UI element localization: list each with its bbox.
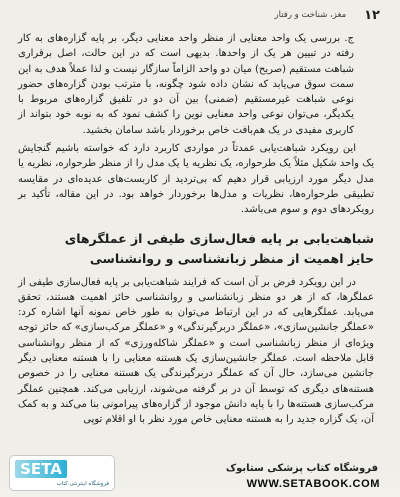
logo-tagline: فروشگاه اینترنتی کتاب: [56, 481, 109, 487]
page-header: [20, 6, 380, 24]
running-title: مغز، شناخت و رفتار: [274, 10, 347, 20]
section-heading-line-2: حایز اهمیت از منظر زبانشناسی و روانشناسی: [89, 250, 374, 266]
shop-name: فروشگاه کتاب پزشکی ستابوک: [225, 463, 378, 474]
website-url: WWW.SETABOOK.COM: [246, 478, 380, 490]
paragraph-item-c: ج. بررسی یک واحد معنایی از منظر واحد معنایی دیگر، بر پایه گزاره‌های به کار رفته در تبیین هر یک از واحدها. بدیهی است که در این حالت، اصل برقراری شباهت مستقیم (صریح) میان دو واحد الزاماً سازگار نیست و لذا عملاً هدف به این سمت سوق می‌یابد که نشان داده شود چگونه، با مترتب بودن گزاره‌های حضور نوعی شباهت غیرمستقیم (ضمنی) بین آن دو در تلفیق گزاره‌های مربوط با یکدیگر، می‌توان نوعی واحد معنایی نوین را کشف نمود که به نوبه خود بتواند از کاربری مفیدی در یک هم‌بافت خاص برخوردار باشد سامان بخشید.: [18, 33, 354, 136]
section-heading-line-1: شباهت‌یابی بر پایه فعال‌سازی طیفی از عملگرهای: [64, 230, 374, 246]
page-content: [18, 31, 374, 431]
paragraph-approach-note: این رویکرد شباهت‌یابی عمدتاً در مواردی کاربرد دارد که خواسته باشیم گنجایش یک واحد شکیل مثلاً یک طرحواره، یک نظریه یا یک مدل را از منظر طرحواره، نظریه یا مدل دیگر مورد ارزیابی قرار دهیم که بی‌تردید از کاربست‌های عدیده‌ای در مقایسه تطبیقی طرحواره‌ها، نظریات و مدل‌ها برخوردار خواهد بود. در این مقاله، تأکید بر رویکردهای دوم و سوم می‌باشد.: [18, 143, 374, 216]
watermark-footer: [0, 443, 400, 497]
page-number: ۱۲: [364, 7, 380, 23]
section-heading: [18, 229, 374, 269]
body-paragraph: در این رویکرد فرض بر آن است که فرایند شباهت‌یابی بر پایه فعال‌سازی طیفی از عملگرها، که از هر دو منظر زبانشناسی و روانشناسی حائز اهمیت هستند، تحقق می‌یابد. عملگرهایی که در این ارتباط می‌توان به طور خاص نمونه آنها اشاره کرد: «عملگر جانشین‌سازی»، «عملگر دربرگیرندگی» و «عملگر مرکب‌سازی» که حائز توجه ویژه‌ای از منظر زبانشناسی است و «عملگر شاکله‌ورزی» که از منظر روانشناسی قابل ملاحظه است. عملگر جانشین‌سازی یک هستنه معنایی را با هستنه معنایی دیگر جانشین می‌سازد، حال آن که عملگر دربرگیرندگی یک هستنه معنایی را در خصوص هستنه‌های دیگری که توسط آن در بر گرفته می‌شوند، ارزیابی می‌کند. همچنین عملگر مرکب‌سازی هستنه‌ها را با پایه دانش موجود از گزاره‌های پیرامونی بنا می‌کند و به کمک آن، یک گزاره جدید را به هستنه معنایی خاص مورد نظر با او اقلام توپی: [17, 276, 374, 426]
logo-wordmark: SETA: [15, 460, 67, 478]
setabook-logo: [10, 456, 114, 490]
